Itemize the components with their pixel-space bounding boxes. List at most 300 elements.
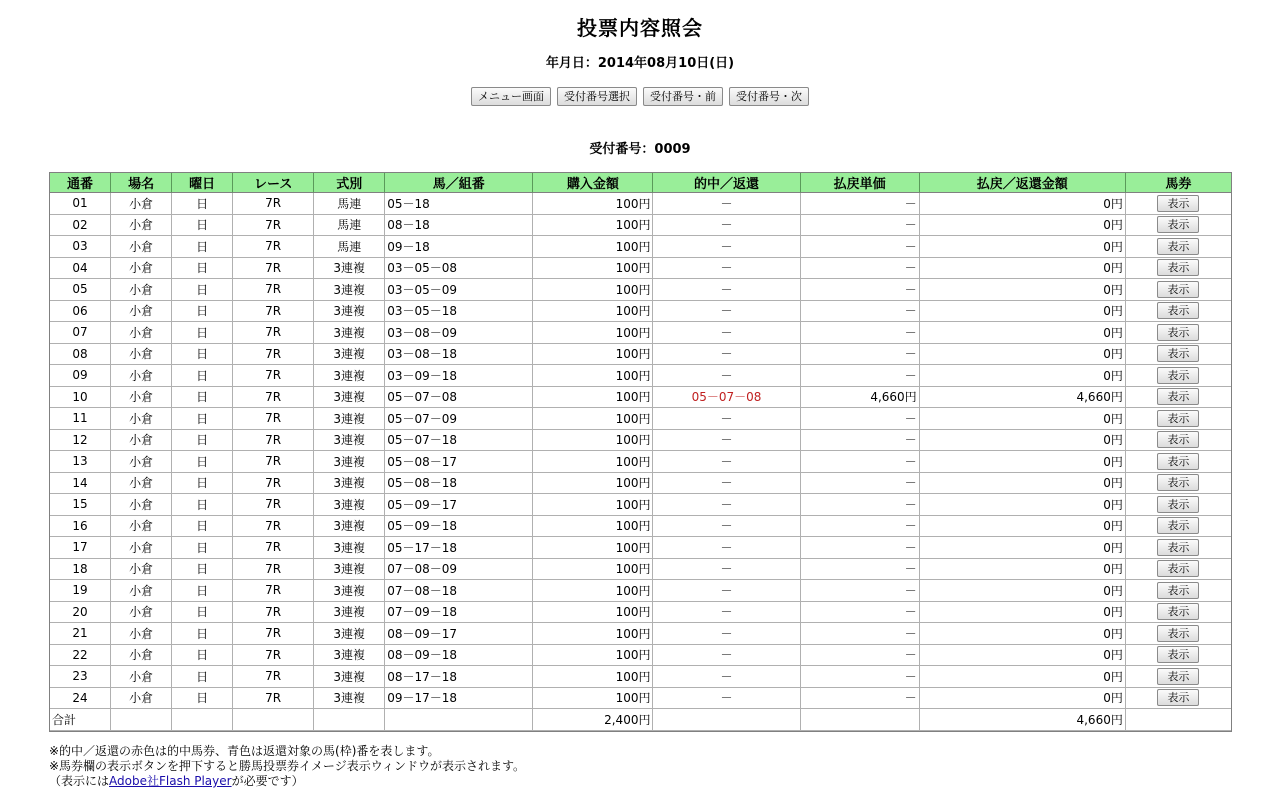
combination-cell: 08－17－18: [385, 666, 533, 688]
venue-cell: 小倉: [111, 301, 172, 323]
unit-price-cell: －: [801, 301, 920, 323]
bet-type-cell: 3連複: [314, 322, 385, 344]
show-ticket-button[interactable]: 表示: [1157, 453, 1199, 470]
unit-price-cell: －: [801, 451, 920, 473]
row-number: 07: [50, 322, 111, 344]
row-number: 15: [50, 494, 111, 516]
bet-type-cell: 3連複: [314, 559, 385, 581]
bet-table: [49, 172, 1232, 732]
combination-cell: 03－05－08: [385, 258, 533, 280]
unit-price-cell: 4,660円: [801, 387, 920, 409]
table-row: [50, 473, 1231, 495]
column-header: レース: [233, 173, 314, 193]
day-cell: 日: [172, 473, 233, 495]
payout-cell: 0円: [920, 301, 1126, 323]
column-header: 場名: [111, 173, 172, 193]
total-payout: 4,660円: [920, 709, 1126, 731]
bet-type-cell: 馬連: [314, 193, 385, 215]
show-ticket-button[interactable]: 表示: [1157, 668, 1199, 685]
bet-type-cell: 3連複: [314, 537, 385, 559]
combination-cell: 08－09－17: [385, 623, 533, 645]
race-cell: 7R: [233, 602, 314, 624]
amount-cell: 100円: [533, 602, 653, 624]
show-ticket-button[interactable]: 表示: [1157, 367, 1199, 384]
combination-cell: 09－17－18: [385, 688, 533, 710]
ticket-prev-button[interactable]: 受付番号・前: [643, 87, 723, 106]
show-ticket-button[interactable]: 表示: [1157, 603, 1199, 620]
show-ticket-button[interactable]: 表示: [1157, 431, 1199, 448]
day-cell: 日: [172, 516, 233, 538]
race-cell: 7R: [233, 623, 314, 645]
note-line-1: ※的中／返還の赤色は的中馬券、青色は返還対象の馬(枠)番を表します。: [49, 744, 440, 758]
amount-cell: 100円: [533, 430, 653, 452]
row-number: 22: [50, 645, 111, 667]
combination-cell: 05－17－18: [385, 537, 533, 559]
payout-cell: 0円: [920, 537, 1126, 559]
venue-cell: 小倉: [111, 430, 172, 452]
unit-price-cell: －: [801, 193, 920, 215]
row-number: 11: [50, 408, 111, 430]
amount-cell: 100円: [533, 559, 653, 581]
table-row: [50, 580, 1231, 602]
race-cell: 7R: [233, 387, 314, 409]
day-cell: 日: [172, 301, 233, 323]
payout-cell: 0円: [920, 645, 1126, 667]
table-row: [50, 451, 1231, 473]
table-row: [50, 688, 1231, 710]
race-cell: 7R: [233, 279, 314, 301]
venue-cell: 小倉: [111, 516, 172, 538]
row-number: 09: [50, 365, 111, 387]
table-row: [50, 666, 1231, 688]
show-ticket-button[interactable]: 表示: [1157, 582, 1199, 599]
day-cell: 日: [172, 215, 233, 237]
combination-cell: 05－09－17: [385, 494, 533, 516]
race-cell: 7R: [233, 580, 314, 602]
row-number: 05: [50, 279, 111, 301]
unit-price-cell: －: [801, 602, 920, 624]
payout-cell: 0円: [920, 580, 1126, 602]
race-cell: 7R: [233, 322, 314, 344]
total-label: 合計: [50, 709, 111, 731]
hit-cell: －: [653, 344, 800, 366]
column-header: 的中／返還: [653, 173, 800, 193]
day-cell: 日: [172, 451, 233, 473]
hit-cell: －: [653, 408, 800, 430]
race-cell: 7R: [233, 473, 314, 495]
table-header-row: [50, 173, 1231, 193]
payout-cell: 0円: [920, 430, 1126, 452]
show-ticket-button[interactable]: 表示: [1157, 539, 1199, 556]
unit-price-cell: －: [801, 645, 920, 667]
venue-cell: 小倉: [111, 580, 172, 602]
amount-cell: 100円: [533, 666, 653, 688]
row-number: 10: [50, 387, 111, 409]
unit-price-cell: －: [801, 494, 920, 516]
bet-type-cell: 3連複: [314, 344, 385, 366]
venue-cell: 小倉: [111, 408, 172, 430]
show-ticket-button[interactable]: 表示: [1157, 560, 1199, 577]
amount-cell: 100円: [533, 473, 653, 495]
row-number: 23: [50, 666, 111, 688]
combination-cell: 05－09－18: [385, 516, 533, 538]
race-cell: 7R: [233, 494, 314, 516]
column-header: 馬券: [1126, 173, 1231, 193]
unit-price-cell: －: [801, 580, 920, 602]
column-header: 曜日: [172, 173, 233, 193]
payout-cell: 4,660円: [920, 387, 1126, 409]
show-ticket-button[interactable]: 表示: [1157, 281, 1199, 298]
race-cell: 7R: [233, 451, 314, 473]
column-header: 払戻／返還金額: [920, 173, 1126, 193]
combination-cell: 05－08－18: [385, 473, 533, 495]
table-row: [50, 494, 1231, 516]
venue-cell: 小倉: [111, 365, 172, 387]
day-cell: 日: [172, 365, 233, 387]
amount-cell: 100円: [533, 645, 653, 667]
venue-cell: 小倉: [111, 688, 172, 710]
hit-cell: －: [653, 473, 800, 495]
day-cell: 日: [172, 537, 233, 559]
combination-cell: 05－18: [385, 193, 533, 215]
day-cell: 日: [172, 645, 233, 667]
amount-cell: 100円: [533, 408, 653, 430]
venue-cell: 小倉: [111, 623, 172, 645]
payout-cell: 0円: [920, 215, 1126, 237]
combination-cell: 05－07－09: [385, 408, 533, 430]
day-cell: 日: [172, 623, 233, 645]
day-cell: 日: [172, 387, 233, 409]
row-number: 24: [50, 688, 111, 710]
row-number: 06: [50, 301, 111, 323]
amount-cell: 100円: [533, 236, 653, 258]
bet-type-cell: 3連複: [314, 516, 385, 538]
amount-cell: 100円: [533, 279, 653, 301]
table-row: [50, 215, 1231, 237]
row-number: 08: [50, 344, 111, 366]
bet-type-cell: 3連複: [314, 580, 385, 602]
payout-cell: 0円: [920, 365, 1126, 387]
hit-cell: －: [653, 666, 800, 688]
day-cell: 日: [172, 602, 233, 624]
nav-buttons: [0, 87, 1280, 106]
unit-price-cell: －: [801, 537, 920, 559]
hit-cell: －: [653, 559, 800, 581]
combination-cell: 08－18: [385, 215, 533, 237]
hit-cell: －: [653, 322, 800, 344]
show-ticket-button[interactable]: 表示: [1157, 517, 1199, 534]
day-cell: 日: [172, 193, 233, 215]
table-row: [50, 344, 1231, 366]
venue-cell: 小倉: [111, 666, 172, 688]
amount-cell: 100円: [533, 193, 653, 215]
hit-cell: －: [653, 365, 800, 387]
payout-cell: 0円: [920, 602, 1126, 624]
bet-type-cell: 3連複: [314, 258, 385, 280]
hit-cell: －: [653, 236, 800, 258]
hit-cell: －: [653, 430, 800, 452]
table-row: [50, 516, 1231, 538]
unit-price-cell: －: [801, 215, 920, 237]
unit-price-cell: －: [801, 430, 920, 452]
row-number: 12: [50, 430, 111, 452]
hit-cell: －: [653, 537, 800, 559]
table-row: [50, 387, 1231, 409]
row-number: 02: [50, 215, 111, 237]
row-number: 20: [50, 602, 111, 624]
venue-cell: 小倉: [111, 537, 172, 559]
show-ticket-button[interactable]: 表示: [1157, 474, 1199, 491]
column-header: 通番: [50, 173, 111, 193]
show-ticket-button[interactable]: 表示: [1157, 496, 1199, 513]
amount-cell: 100円: [533, 451, 653, 473]
combination-cell: 03－08－18: [385, 344, 533, 366]
unit-price-cell: －: [801, 344, 920, 366]
table-row: [50, 301, 1231, 323]
unit-price-cell: －: [801, 473, 920, 495]
hit-cell: －: [653, 451, 800, 473]
table-row: [50, 645, 1231, 667]
row-number: 18: [50, 559, 111, 581]
bet-type-cell: 3連複: [314, 623, 385, 645]
combination-cell: 03－08－09: [385, 322, 533, 344]
unit-price-cell: －: [801, 688, 920, 710]
unit-price-cell: －: [801, 408, 920, 430]
payout-cell: 0円: [920, 408, 1126, 430]
show-ticket-button[interactable]: 表示: [1157, 216, 1199, 233]
hit-cell: －: [653, 516, 800, 538]
column-header: 払戻単価: [801, 173, 920, 193]
flash-player-link[interactable]: Adobe社Flash Player: [109, 774, 232, 788]
show-ticket-button[interactable]: 表示: [1157, 689, 1199, 706]
hit-cell: －: [653, 494, 800, 516]
bet-type-cell: 3連複: [314, 387, 385, 409]
show-ticket-button[interactable]: 表示: [1157, 195, 1199, 212]
bet-type-cell: 3連複: [314, 473, 385, 495]
bet-type-cell: 3連複: [314, 645, 385, 667]
total-row: [50, 709, 1231, 731]
show-ticket-button[interactable]: 表示: [1157, 345, 1199, 362]
row-number: 03: [50, 236, 111, 258]
bet-type-cell: 3連複: [314, 602, 385, 624]
column-header: 式別: [314, 173, 385, 193]
bet-type-cell: 3連複: [314, 301, 385, 323]
payout-cell: 0円: [920, 559, 1126, 581]
amount-cell: 100円: [533, 344, 653, 366]
unit-price-cell: －: [801, 666, 920, 688]
venue-cell: 小倉: [111, 322, 172, 344]
race-cell: 7R: [233, 365, 314, 387]
show-ticket-button[interactable]: 表示: [1157, 410, 1199, 427]
payout-cell: 0円: [920, 516, 1126, 538]
venue-cell: 小倉: [111, 193, 172, 215]
row-number: 21: [50, 623, 111, 645]
payout-cell: 0円: [920, 494, 1126, 516]
column-header: 購入金額: [533, 173, 653, 193]
venue-cell: 小倉: [111, 215, 172, 237]
venue-cell: 小倉: [111, 494, 172, 516]
payout-cell: 0円: [920, 344, 1126, 366]
bet-type-cell: 3連複: [314, 365, 385, 387]
payout-cell: 0円: [920, 279, 1126, 301]
payout-cell: 0円: [920, 473, 1126, 495]
ticket-number: 受付番号：0009: [589, 142, 691, 157]
show-ticket-button[interactable]: 表示: [1157, 259, 1199, 276]
show-ticket-button[interactable]: 表示: [1157, 646, 1199, 663]
date-line: 年月日：2014年08月10日(日): [545, 56, 735, 71]
payout-cell: 0円: [920, 193, 1126, 215]
show-ticket-button[interactable]: 表示: [1157, 302, 1199, 319]
bet-type-cell: 3連複: [314, 688, 385, 710]
hit-cell: －: [653, 258, 800, 280]
table-row: [50, 537, 1231, 559]
amount-cell: 100円: [533, 322, 653, 344]
column-header: 馬／組番: [385, 173, 533, 193]
hit-cell: －: [653, 623, 800, 645]
payout-cell: 0円: [920, 451, 1126, 473]
venue-cell: 小倉: [111, 236, 172, 258]
bet-type-cell: 3連複: [314, 279, 385, 301]
hit-cell: －: [653, 215, 800, 237]
table-row: [50, 279, 1231, 301]
venue-cell: 小倉: [111, 344, 172, 366]
combination-cell: 05－07－08: [385, 387, 533, 409]
race-cell: 7R: [233, 537, 314, 559]
row-number: 17: [50, 537, 111, 559]
table-row: [50, 430, 1231, 452]
combination-cell: 03－09－18: [385, 365, 533, 387]
unit-price-cell: －: [801, 365, 920, 387]
combination-cell: 05－08－17: [385, 451, 533, 473]
unit-price-cell: －: [801, 258, 920, 280]
combination-cell: 07－08－18: [385, 580, 533, 602]
day-cell: 日: [172, 408, 233, 430]
race-cell: 7R: [233, 236, 314, 258]
hit-cell: －: [653, 645, 800, 667]
race-cell: 7R: [233, 301, 314, 323]
combination-cell: 09－18: [385, 236, 533, 258]
table-row: [50, 193, 1231, 215]
row-number: 01: [50, 193, 111, 215]
day-cell: 日: [172, 494, 233, 516]
payout-cell: 0円: [920, 623, 1126, 645]
row-number: 13: [50, 451, 111, 473]
day-cell: 日: [172, 279, 233, 301]
show-ticket-button[interactable]: 表示: [1157, 625, 1199, 642]
amount-cell: 100円: [533, 301, 653, 323]
unit-price-cell: －: [801, 559, 920, 581]
combination-cell: 08－09－18: [385, 645, 533, 667]
row-number: 14: [50, 473, 111, 495]
race-cell: 7R: [233, 193, 314, 215]
bet-type-cell: 馬連: [314, 215, 385, 237]
amount-cell: 100円: [533, 516, 653, 538]
amount-cell: 100円: [533, 387, 653, 409]
bet-type-cell: 3連複: [314, 408, 385, 430]
bet-type-cell: 3連複: [314, 430, 385, 452]
payout-cell: 0円: [920, 688, 1126, 710]
payout-cell: 0円: [920, 236, 1126, 258]
note-line-3: （表示にはAdobe社Flash Playerが必要です）: [49, 774, 304, 788]
venue-cell: 小倉: [111, 258, 172, 280]
race-cell: 7R: [233, 215, 314, 237]
table-row: [50, 258, 1231, 280]
bet-type-cell: 3連複: [314, 451, 385, 473]
combination-cell: 03－05－18: [385, 301, 533, 323]
table-row: [50, 236, 1231, 258]
notes: [49, 744, 525, 789]
race-cell: 7R: [233, 516, 314, 538]
hit-cell: －: [653, 580, 800, 602]
day-cell: 日: [172, 322, 233, 344]
hit-cell: －: [653, 279, 800, 301]
hit-cell: －: [653, 688, 800, 710]
show-ticket-button[interactable]: 表示: [1157, 388, 1199, 405]
amount-cell: 100円: [533, 365, 653, 387]
ticket-next-button[interactable]: 受付番号・次: [729, 87, 809, 106]
day-cell: 日: [172, 559, 233, 581]
bet-type-cell: 3連複: [314, 666, 385, 688]
combination-cell: 07－08－09: [385, 559, 533, 581]
race-cell: 7R: [233, 344, 314, 366]
day-cell: 日: [172, 688, 233, 710]
row-number: 19: [50, 580, 111, 602]
payout-cell: 0円: [920, 666, 1126, 688]
table-row: [50, 322, 1231, 344]
venue-cell: 小倉: [111, 645, 172, 667]
table-row: [50, 408, 1231, 430]
amount-cell: 100円: [533, 215, 653, 237]
race-cell: 7R: [233, 645, 314, 667]
ticket-select-button[interactable]: 受付番号選択: [557, 87, 637, 106]
race-cell: 7R: [233, 666, 314, 688]
day-cell: 日: [172, 580, 233, 602]
show-ticket-button[interactable]: 表示: [1157, 238, 1199, 255]
row-number: 04: [50, 258, 111, 280]
unit-price-cell: －: [801, 322, 920, 344]
unit-price-cell: －: [801, 236, 920, 258]
show-ticket-button[interactable]: 表示: [1157, 324, 1199, 341]
race-cell: 7R: [233, 408, 314, 430]
unit-price-cell: －: [801, 516, 920, 538]
table-row: [50, 602, 1231, 624]
table-row: [50, 623, 1231, 645]
bet-type-cell: 馬連: [314, 236, 385, 258]
race-cell: 7R: [233, 430, 314, 452]
day-cell: 日: [172, 236, 233, 258]
amount-cell: 100円: [533, 494, 653, 516]
race-cell: 7R: [233, 688, 314, 710]
race-cell: 7R: [233, 559, 314, 581]
bet-type-cell: 3連複: [314, 494, 385, 516]
day-cell: 日: [172, 666, 233, 688]
payout-cell: 0円: [920, 258, 1126, 280]
venue-cell: 小倉: [111, 387, 172, 409]
hit-cell: －: [653, 602, 800, 624]
combination-cell: 07－09－18: [385, 602, 533, 624]
day-cell: 日: [172, 344, 233, 366]
unit-price-cell: －: [801, 623, 920, 645]
hit-cell: －: [653, 301, 800, 323]
unit-price-cell: －: [801, 279, 920, 301]
venue-cell: 小倉: [111, 602, 172, 624]
amount-cell: 100円: [533, 258, 653, 280]
table-row: [50, 559, 1231, 581]
row-number: 16: [50, 516, 111, 538]
menu-screen-button[interactable]: メニュー画面: [471, 87, 551, 106]
note-line-2: ※馬券欄の表示ボタンを押下すると勝馬投票券イメージ表示ウィンドウが表示されます。: [49, 759, 526, 773]
amount-cell: 100円: [533, 688, 653, 710]
